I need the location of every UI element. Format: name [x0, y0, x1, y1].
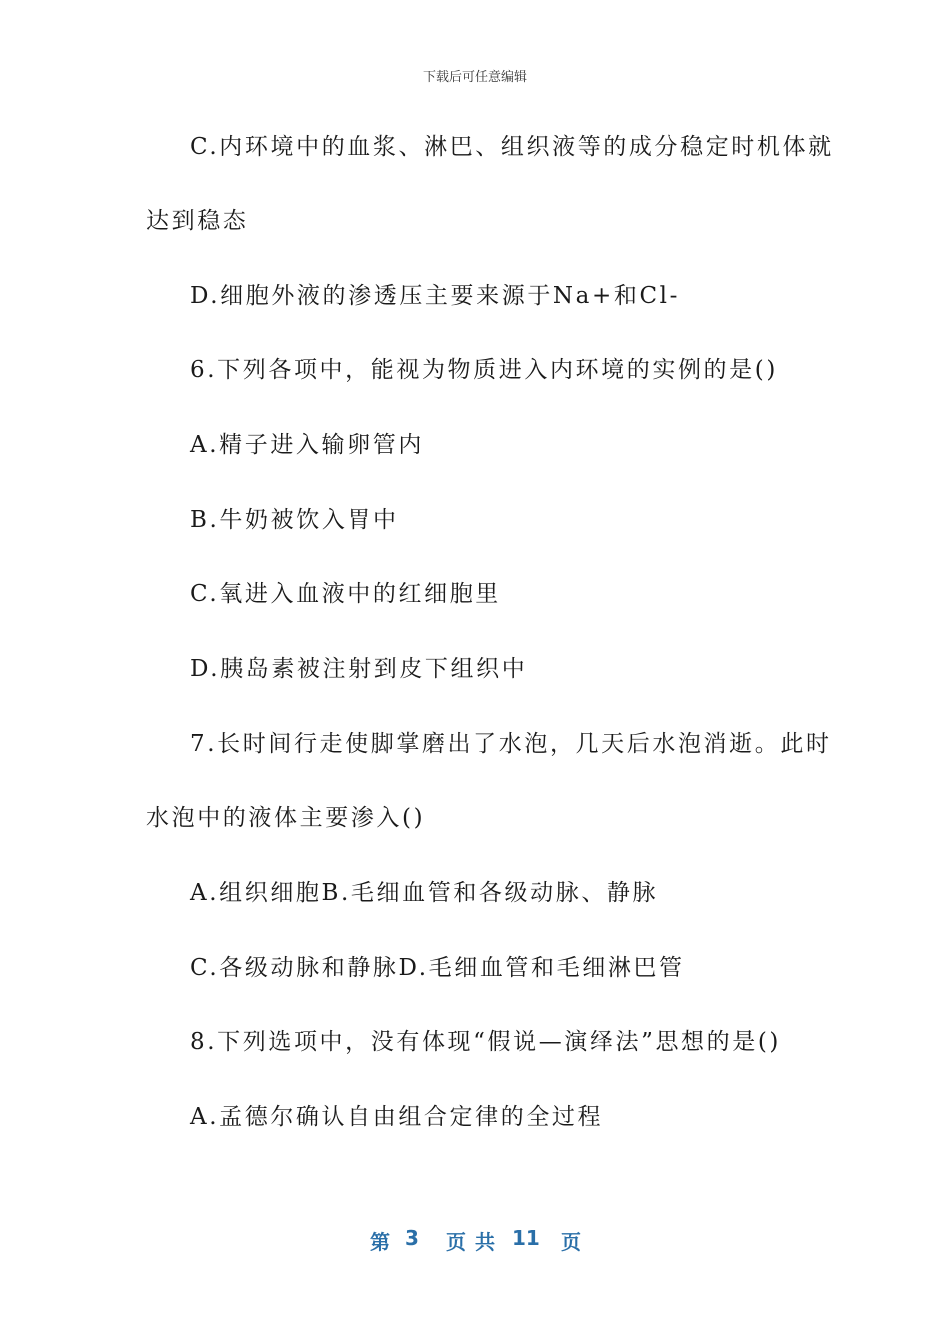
question-8: 8.下列选项中，没有体现“假说—演绎法”思想的是()	[190, 1029, 782, 1055]
q6-option-d: D.胰岛素被注射到皮下组织中	[190, 656, 528, 682]
option-c-line-2: 达到稳态	[146, 208, 249, 234]
option-c-line-1: C.内环境中的血浆、淋巴、组织液等的成分稳定时机体就	[190, 134, 834, 160]
footer-page-number: 3	[405, 1226, 419, 1250]
option-d: D.细胞外液的渗透压主要来源于Na+和Cl-	[190, 283, 680, 309]
question-7-line-2: 水泡中的液体主要渗入()	[146, 805, 426, 831]
q6-option-a: A.精子进入输卵管内	[190, 432, 424, 458]
question-7-line-1: 7.长时间行走使脚掌磨出了水泡，几天后水泡消逝。此时	[190, 731, 832, 757]
footer-page-unit: 页	[446, 1230, 466, 1254]
footer-total-label: 共	[475, 1230, 495, 1254]
question-6: 6.下列各项中，能视为物质进入内环境的实例的是()	[190, 357, 778, 383]
q8-option-a: A.孟德尔确认自由组合定律的全过程	[190, 1104, 604, 1130]
q6-option-c: C.氧进入血液中的红细胞里	[190, 581, 501, 607]
footer-total-unit: 页	[561, 1230, 581, 1254]
header-note: 下载后可任意编辑	[422, 70, 527, 85]
footer-total-pages: 11	[512, 1226, 540, 1250]
q7-options-ab: A.组织细胞B.毛细血管和各级动脉、静脉	[190, 880, 659, 906]
footer-page-label: 第	[370, 1230, 390, 1254]
page-footer	[0, 1226, 950, 1254]
q6-option-b: B.牛奶被饮入胃中	[190, 507, 399, 533]
q7-options-cd: C.各级动脉和静脉D.毛细血管和毛细淋巴管	[190, 955, 685, 981]
